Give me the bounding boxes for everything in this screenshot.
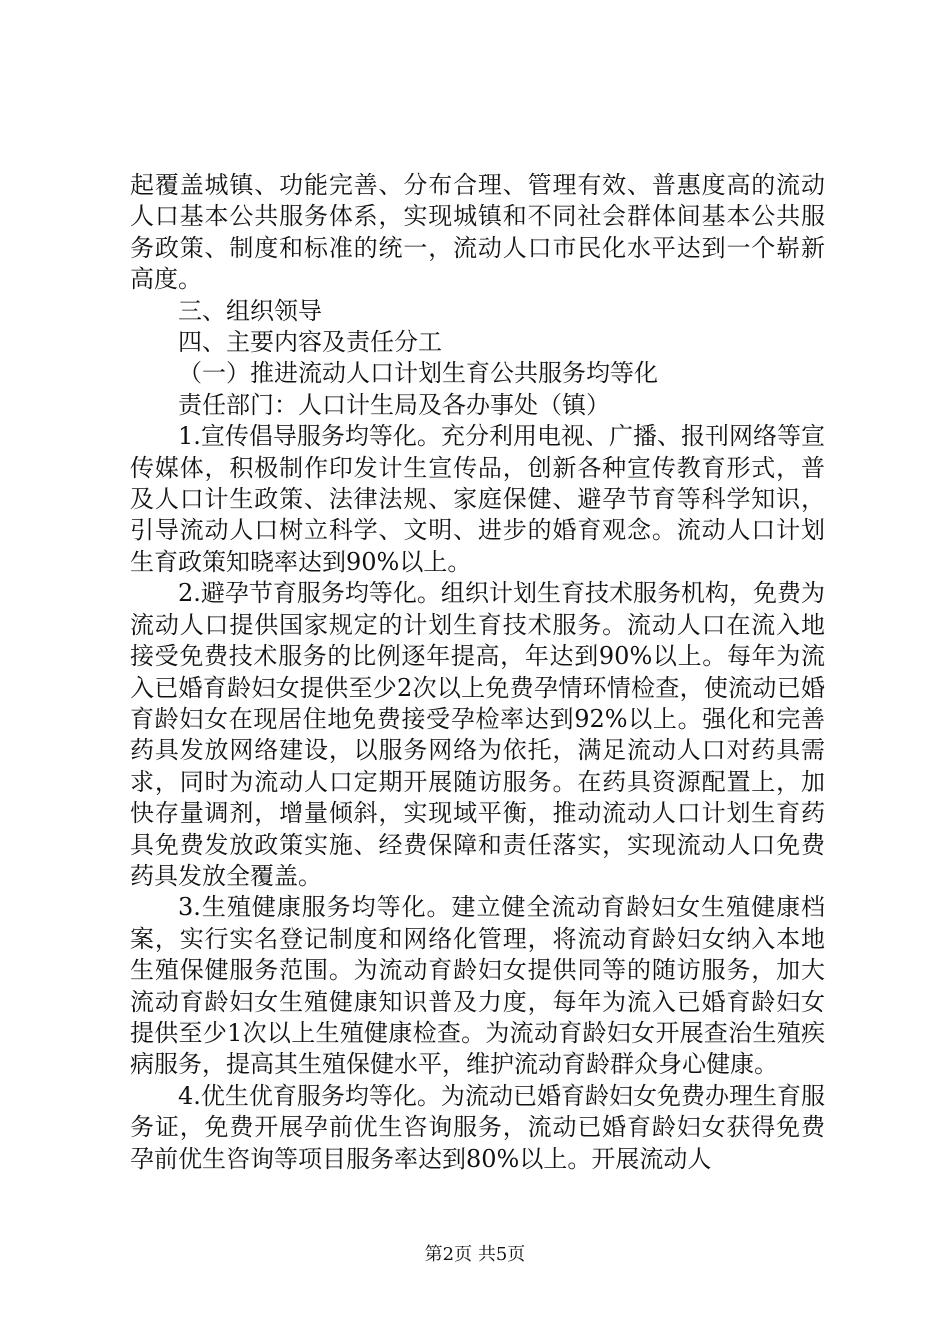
paragraph-publicity-advocacy: 1.宣传倡导服务均等化。充分利用电视、广播、报刊网络等宣传媒体，积极制作印发计生宣传品，创新各种宣传教育形式，普及人口计生政策、法律法规、家庭保健、避孕节育等科学知识，引导流动人口树立科学、文明、进步的婚育观念。流动人口计划生育政策知晓率达到90%以上。 bbox=[130, 422, 825, 576]
paragraph-reproductive-health: 3.生殖健康服务均等化。建立健全流动育龄妇女生殖健康档案，实行实名登记制度和网络化管理，将流动育龄妇女纳入本地生殖保健服务范围。为流动育龄妇女提供同等的随访服务，加大流动育龄妇女生殖健康知识普及力度，每年为流入已婚育龄妇女提供至少1次以上生殖健康检查。为流动育龄妇女开展查治生殖疾病服务，提高其生殖保健水平，维护流动育龄群众身心健康。 bbox=[130, 893, 825, 1079]
document-body bbox=[130, 170, 825, 1175]
responsible-departments: 责任部门：人口计生局及各办事处（镇） bbox=[178, 390, 610, 419]
paragraph-1-continuation: 起覆盖城镇、功能完善、分布合理、管理有效、普惠度高的流动人口基本公共服务体系，实现城镇和不同社会群体间基本公共服务政策、制度和标准的统一，流动人口市民化水平达到一个崭新高度。 bbox=[130, 171, 825, 294]
heading-organization-leadership: 三、组织领导 bbox=[178, 296, 322, 325]
paragraph-eugenics-services: 4.优生优育服务均等化。为流动已婚育龄妇女免费办理生育服务证，免费开展孕前优生咨询服务，流动已婚育龄妇女获得免费孕前优生咨询等项目服务率达到80%以上。开展流动人 bbox=[130, 1081, 825, 1173]
subheading-family-planning-equalization: （一）推进流动人口计划生育公共服务均等化 bbox=[178, 359, 658, 388]
page-number-footer: 第2页 共5页 bbox=[424, 1244, 526, 1265]
heading-main-content-responsibility: 四、主要内容及责任分工 bbox=[178, 328, 442, 357]
paragraph-contraception-services: 2.避孕节育服务均等化。组织计划生育技术服务机构，免费为流动人口提供国家规定的计划生育技术服务。流动人口在流入地接受免费技术服务的比例逐年提高，年达到90%以上。每年为流入已婚育龄妇女提供至少2次以上免费孕情环情检查，使流动已婚育龄妇女在现居住地免费接受孕检率达到92%以上。强化和完善药具发放网络建设，以服务网络为依托，满足流动人口对药具需求，同时为流动人口定期开展随访服务。在药具资源配置上，加快存量调剂，增量倾斜，实现域平衡，推动流动人口计划生育药具免费发放政策实施、经费保障和责任落实，实现流动人口免费药具发放全覆盖。 bbox=[130, 579, 825, 890]
